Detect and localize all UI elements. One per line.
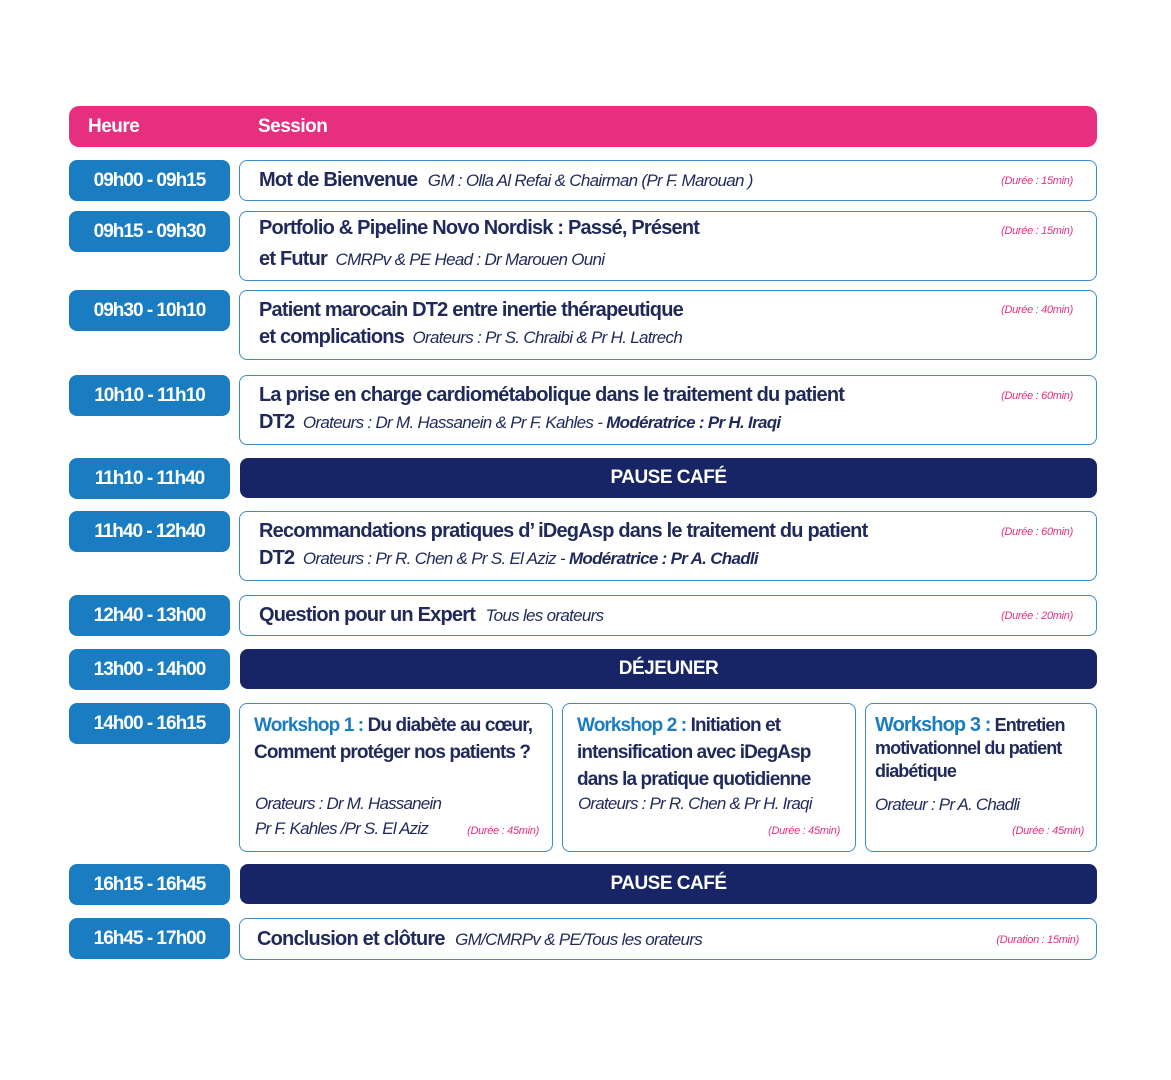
table-header — [69, 106, 1097, 147]
session-duration: (Durée : 15min) — [1001, 225, 1073, 237]
time-slot: 11h40 - 12h40 — [69, 511, 230, 552]
time-slot: 13h00 - 14h00 — [69, 649, 230, 690]
session-box — [239, 290, 1097, 360]
workshop-duration: (Durée : 45min) — [467, 825, 539, 837]
session-title: Patient marocain DT2 entre inertie thérapeutique — [259, 299, 683, 321]
workshop-label: Workshop 3 : — [875, 714, 991, 736]
time-slot: 16h15 - 16h45 — [69, 864, 230, 905]
pause-cafe-bar: PAUSE CAFÉ — [240, 458, 1097, 498]
session-duration: (Durée : 15min) — [1001, 175, 1073, 187]
workshop-box — [865, 703, 1097, 852]
session-box — [239, 211, 1097, 281]
session-speakers: GM : Olla Al Refai & Chairman (Pr F. Marouan ) — [427, 171, 753, 190]
session-box — [239, 511, 1097, 581]
session-title: Question pour un Expert — [259, 604, 476, 626]
workshop-duration: (Durée : 45min) — [768, 825, 840, 837]
time-slot: 11h10 - 11h40 — [69, 458, 230, 499]
session-moderator: Modératrice : Pr H. Iraqi — [606, 413, 781, 432]
session-box — [239, 375, 1097, 445]
session-title-cont: DT2 — [259, 411, 295, 433]
session-speakers: Tous les orateurs — [485, 606, 604, 625]
header-heure: Heure — [88, 116, 140, 137]
time-slot: 09h00 - 09h15 — [69, 160, 230, 201]
time-slot: 12h40 - 13h00 — [69, 595, 230, 636]
pause-cafe-bar: PAUSE CAFÉ — [240, 864, 1097, 904]
session-title: Mot de Bienvenue — [259, 169, 418, 191]
workshop-title: Du diabète au cœur, Comment protéger nos patients ? — [254, 715, 533, 763]
workshop-speakers: Orateurs : Dr M. Hassanein — [255, 794, 442, 813]
time-slot: 09h15 - 09h30 — [69, 211, 230, 252]
workshop-duration: (Durée : 45min) — [1012, 825, 1084, 837]
session-box — [239, 918, 1097, 960]
workshop-title: Entretien motivationnel du patient diabétique — [875, 715, 1065, 781]
session-box — [239, 595, 1097, 636]
time-slot: 14h00 - 16h15 — [69, 703, 230, 744]
workshop-label: Workshop 2 : — [577, 715, 687, 736]
session-speakers: CMRPv & PE Head : Dr Marouen Ouni — [335, 250, 605, 269]
session-speakers: Orateurs : Pr R. Chen & Pr S. El Aziz - — [302, 549, 569, 568]
session-box — [239, 160, 1097, 201]
session-title: Recommandations pratiques d’ iDegAsp dans le traitement du patient — [259, 520, 868, 542]
session-title-cont: et Futur — [259, 248, 328, 270]
session-speakers: GM/CMRPv & PE/Tous les orateurs — [455, 930, 703, 949]
session-duration: (Durée : 20min) — [1001, 610, 1073, 622]
session-duration: (Durée : 60min) — [1001, 526, 1073, 538]
session-duration: (Durée : 60min) — [1001, 390, 1073, 402]
dejeuner-bar: DÉJEUNER — [240, 649, 1097, 689]
workshop-box — [562, 703, 856, 852]
workshop-title: Initiation et intensification avec iDegAsp dans la pratique quotidienne — [577, 715, 811, 790]
workshop-box — [239, 703, 553, 852]
workshop-speakers: Orateur : Pr A. Chadli — [875, 795, 1020, 814]
session-title: Conclusion et clôture — [257, 928, 445, 950]
header-session: Session — [258, 116, 328, 137]
time-slot: 09h30 - 10h10 — [69, 290, 230, 331]
session-duration: (Durée : 40min) — [1001, 304, 1073, 316]
session-duration: (Duration : 15min) — [996, 934, 1079, 946]
session-moderator: Modératrice : Pr A. Chadli — [568, 549, 758, 568]
time-slot: 10h10 - 11h10 — [69, 375, 230, 416]
workshop-speakers: Pr F. Kahles /Pr S. El Aziz — [255, 819, 429, 838]
workshop-speakers: Orateurs : Pr R. Chen & Pr H. Iraqi — [578, 794, 812, 813]
session-speakers: Orateurs : Dr M. Hassanein & Pr F. Kahles - — [302, 413, 607, 432]
session-speakers: Orateurs : Pr S. Chraibi & Pr H. Latrech — [412, 328, 683, 347]
session-title: La prise en charge cardiométabolique dans le traitement du patient — [259, 384, 845, 406]
session-title: Portfolio & Pipeline Novo Nordisk : Passé, Présent — [259, 217, 700, 239]
workshop-label: Workshop 1 : — [254, 715, 364, 736]
session-title-cont: DT2 — [259, 547, 295, 569]
time-slot: 16h45 - 17h00 — [69, 918, 230, 959]
session-title-cont: et complications — [259, 326, 405, 348]
